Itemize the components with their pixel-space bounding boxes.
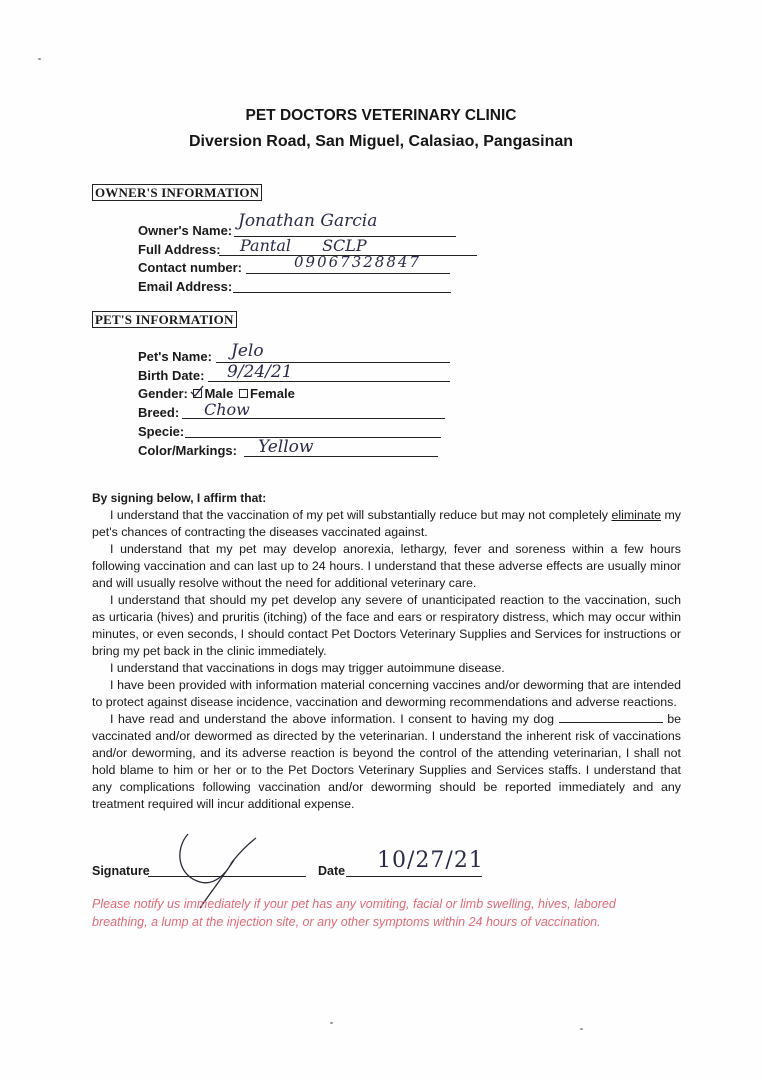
affirm-title: By signing below, I affirm that: bbox=[92, 491, 267, 505]
breed-label: Breed: bbox=[138, 405, 180, 420]
p1-underlined: eliminate bbox=[611, 508, 662, 522]
pet-name-value[interactable]: Jelo bbox=[231, 341, 264, 361]
post-vaccination-notice: Please notify us immediately if your pet has any vomiting, facial or limb swelling, hives, labored breathing, a lump at the injection site, or any other symptoms within 24 hours of vaccination. bbox=[92, 897, 616, 929]
affirm-body bbox=[92, 507, 681, 813]
check-mark-icon bbox=[190, 385, 204, 397]
email-label: Email Address: bbox=[138, 279, 233, 294]
breed-value[interactable]: Chow bbox=[204, 400, 250, 419]
affirm-paragraph-5: I have been provided with information material concerning vaccines and/or deworming that are intended to protect against disease incidence, vaccination and deworming recommendations and adverse reactions. bbox=[92, 678, 681, 709]
address-value[interactable]: Pantal SCLP bbox=[240, 236, 367, 255]
owner-name-value[interactable]: Jonathan Garcia bbox=[238, 211, 378, 231]
birth-date-label: Birth Date: bbox=[138, 368, 205, 383]
color-label: Color/Markings: bbox=[138, 443, 237, 458]
affirm-paragraph-6 bbox=[92, 711, 681, 813]
color-value[interactable]: Yellow bbox=[258, 437, 314, 457]
male-checkbox[interactable] bbox=[193, 389, 202, 398]
scan-speck bbox=[580, 1028, 583, 1030]
p6-text-a: I have read and understand the above information. I consent to having my dog bbox=[110, 712, 559, 726]
contact-label: Contact number: bbox=[138, 260, 242, 275]
date-value[interactable]: 10/27/21 bbox=[377, 848, 484, 873]
scan-speck bbox=[38, 58, 41, 60]
pet-name-label: Pet's Name: bbox=[138, 349, 212, 364]
contact-line bbox=[246, 273, 450, 274]
contact-value[interactable]: 09067328847 bbox=[294, 253, 421, 271]
affirm-paragraph-2: I understand that my pet may develop anorexia, lethargy, fever and soreness within a few hours following vaccination and can last up to 24 hours. I understand that these adverse effects are usually minor and will usually resolve without the need for additional veterinary care. bbox=[92, 542, 681, 590]
affirm-paragraph-4: I understand that vaccinations in dogs may trigger autoimmune disease. bbox=[110, 661, 505, 675]
gender-row bbox=[138, 386, 295, 401]
birth-date-value[interactable]: 9/24/21 bbox=[227, 362, 293, 382]
pet-section-heading: PET'S INFORMATION bbox=[92, 311, 237, 328]
date-line bbox=[346, 876, 482, 877]
gender-label: Gender: bbox=[138, 386, 188, 401]
clinic-name: PET DOCTORS VETERINARY CLINIC bbox=[245, 107, 517, 124]
affirm-paragraph-3: I understand that should my pet develop any severe of unanticipated reaction to the vaccination, such as urticaria (hives) and pruritis (itching) of the face and ears or respiratory distress, which may occur within minutes, or even seconds, I should contact Pet Doctors Veterinary Supplies and Services for instructions or bring my pet back in the clinic immediately. bbox=[92, 593, 681, 658]
p1-text-b: my pet's chances of contracting the diseases vaccinated against. bbox=[92, 508, 681, 539]
affirm-paragraph-1 bbox=[92, 507, 681, 541]
p1-text-a: I understand that the vaccination of my pet will substantially reduce but may not completely bbox=[110, 508, 612, 522]
female-label: Female bbox=[250, 386, 295, 401]
p6-text-b: be vaccinated and/or dewormed as directed by the veterinarian. I understand the inherent risk of vaccinations and/or deworming, and its adverse reaction is beyond the control of the attending veterinarian, I shall not hold blame to him or her or to the Pet Doctors Veterinary Supplies and Services staffs. I understand that any complications following vaccination and/or deworming should be reported immediately and any treatment required will incur additional expense. bbox=[92, 712, 681, 811]
female-checkbox[interactable] bbox=[239, 389, 248, 398]
clinic-address: Diversion Road, San Miguel, Calasiao, Pangasinan bbox=[188, 133, 574, 150]
male-label: Male bbox=[204, 386, 234, 401]
specie-label: Specie: bbox=[138, 424, 185, 439]
owner-name-label: Owner's Name: bbox=[138, 223, 233, 238]
signature-label: Signature bbox=[92, 864, 150, 878]
date-label: Date bbox=[318, 864, 346, 878]
address-label: Full Address: bbox=[138, 242, 221, 257]
owner-section-heading: OWNER'S INFORMATION bbox=[92, 184, 262, 201]
dog-name-blank[interactable] bbox=[559, 711, 663, 723]
scan-speck bbox=[330, 1022, 333, 1024]
email-line[interactable] bbox=[233, 292, 451, 293]
